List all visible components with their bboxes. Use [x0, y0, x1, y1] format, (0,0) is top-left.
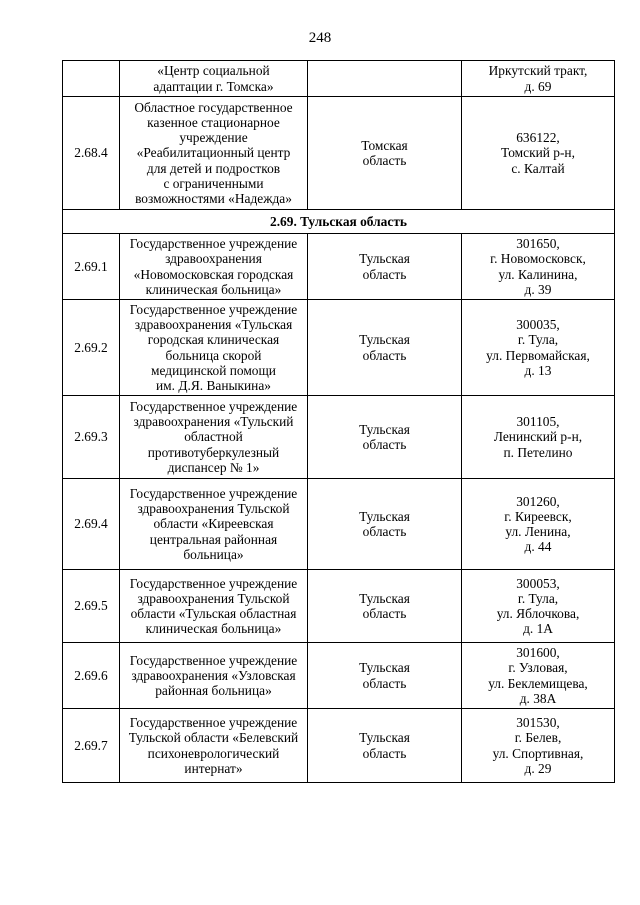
table-row — [63, 300, 615, 396]
page-number: 248 — [308, 30, 332, 46]
table-row — [63, 709, 615, 783]
table-row — [63, 643, 615, 709]
cell-region: Томская область — [308, 97, 462, 210]
cell-institution: Государственное учреждение здравоохранения «Новомосковская городская клиническая больница» — [120, 234, 308, 300]
section-title: 2.69. Тульская область — [63, 210, 615, 234]
table-row — [63, 570, 615, 643]
cell-region — [308, 61, 462, 97]
cell-region: Тульская область — [308, 643, 462, 709]
cell-number: 2.69.3 — [63, 396, 120, 479]
cell-number: 2.69.5 — [63, 570, 120, 643]
cell-address: 301105, Ленинский р-н, п. Петелино — [462, 396, 615, 479]
cell-address: 300035, г. Тула, ул. Первомайская, д. 13 — [462, 300, 615, 396]
cell-address: 300053, г. Тула, ул. Яблочкова, д. 1А — [462, 570, 615, 643]
cell-number: 2.69.4 — [63, 479, 120, 570]
cell-institution: Государственное учреждение здравоохранения Тульской области «Тульская областная клиническая больница» — [120, 570, 308, 643]
cell-address: 636122, Томский р-н, с. Калтай — [462, 97, 615, 210]
cell-region: Тульская область — [308, 396, 462, 479]
cell-address: Иркутский тракт, д. 69 — [462, 61, 615, 97]
table-row — [63, 479, 615, 570]
cell-institution: Государственное учреждение здравоохранения Тульской области «Киреевская центральная районная больница» — [120, 479, 308, 570]
cell-number: 2.69.6 — [63, 643, 120, 709]
cell-number: 2.69.7 — [63, 709, 120, 783]
section-header-row — [63, 210, 615, 234]
cell-address: 301530, г. Белев, ул. Спортивная, д. 29 — [462, 709, 615, 783]
cell-region: Тульская область — [308, 234, 462, 300]
cell-number: 2.69.2 — [63, 300, 120, 396]
cell-institution: Государственное учреждение здравоохранения «Тульский областной противотуберкулезный диспансер № 1» — [120, 396, 308, 479]
cell-address: 301600, г. Узловая, ул. Беклемищева, д. 38А — [462, 643, 615, 709]
table-row — [63, 234, 615, 300]
cell-address: 301650, г. Новомосковск, ул. Калинина, д. 39 — [462, 234, 615, 300]
cell-region: Тульская область — [308, 570, 462, 643]
cell-number — [63, 61, 120, 97]
cell-institution: Государственное учреждение здравоохранения «Тульская городская клиническая больница скорой медицинской помощи им. Д.Я. Ваныкина» — [120, 300, 308, 396]
table-row — [63, 396, 615, 479]
cell-number: 2.68.4 — [63, 97, 120, 210]
table-row — [63, 61, 615, 97]
cell-region: Тульская область — [308, 709, 462, 783]
cell-address: 301260, г. Киреевск, ул. Ленина, д. 44 — [462, 479, 615, 570]
table-row — [63, 97, 615, 210]
cell-institution: Областное государственное казенное стационарное учреждение «Реабилитационный центр для детей и подростков с ограниченными возможностями «Надежда» — [120, 97, 308, 210]
institutions-table — [62, 60, 615, 783]
cell-region: Тульская область — [308, 300, 462, 396]
cell-institution: Государственное учреждение Тульской области «Белевский психоневрологический интернат» — [120, 709, 308, 783]
cell-region: Тульская область — [308, 479, 462, 570]
cell-institution: Государственное учреждение здравоохранения «Узловская районная больница» — [120, 643, 308, 709]
cell-institution: «Центр социальной адаптации г. Томска» — [120, 61, 308, 97]
cell-number: 2.69.1 — [63, 234, 120, 300]
